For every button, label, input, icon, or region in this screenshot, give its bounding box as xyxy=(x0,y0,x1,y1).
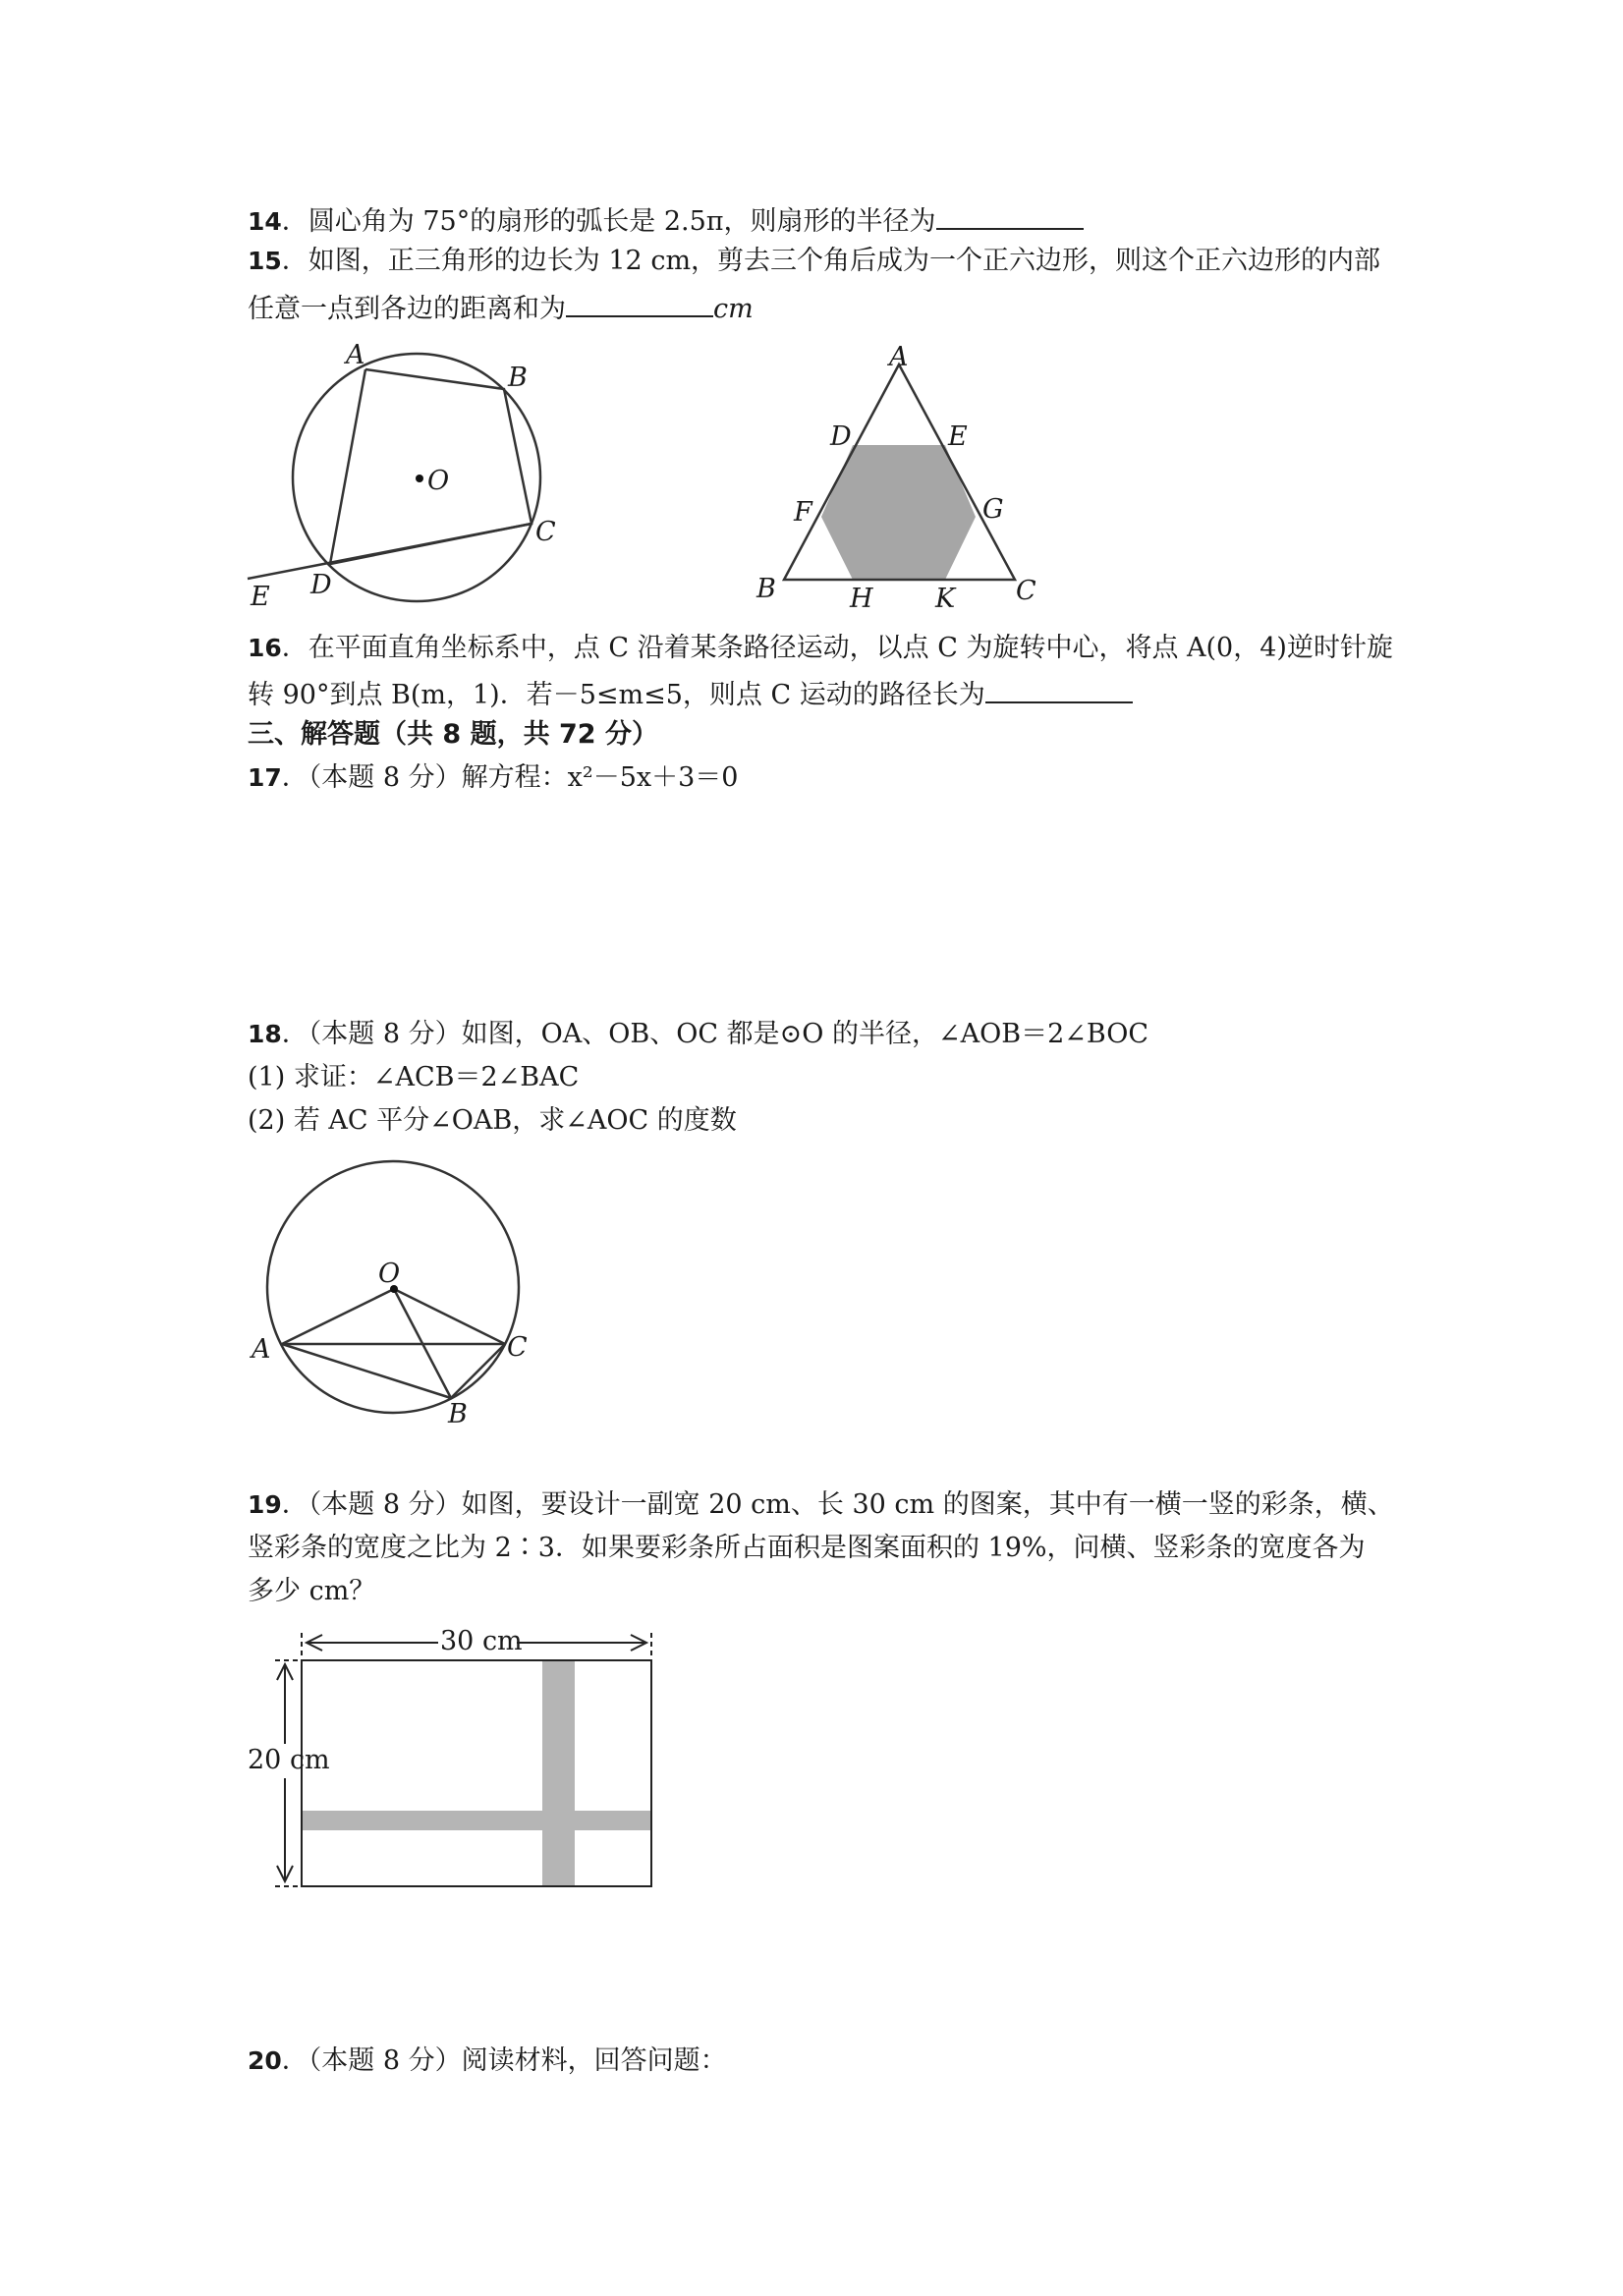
question-text: ．如图，正三角形的边长为 12 cm，剪去三个角后成为一个正六边形，则这个正六边形的内部 xyxy=(281,246,1381,276)
question-number: 15 xyxy=(248,247,282,275)
answer-blank[interactable] xyxy=(566,290,713,317)
center-point xyxy=(416,475,423,482)
width-label: 30 cm xyxy=(440,1626,523,1656)
question-16 xyxy=(248,633,1393,664)
question-text: ．（本题 8 分）解方程：x²－5x＋3＝0 xyxy=(281,762,739,793)
answer-blank[interactable] xyxy=(936,202,1084,230)
label-b: B xyxy=(448,1399,468,1429)
question-19-line2: 竖彩条的宽度之比为 2∶3．如果要彩条所占面积是图案面积的 19%，问横、竖彩条的宽度各为 xyxy=(248,1533,1366,1563)
question-text: ．圆心角为 75°的扇形的弧长是 2.5π，则扇形的半径为 xyxy=(281,206,936,237)
question-text: ．在平面直角坐标系中，点 C 沿着某条路径运动，以点 C 为旋转中心，将点 A(0，4)逆时针旋 xyxy=(281,633,1393,663)
question-15 xyxy=(248,246,1380,277)
vertical-stripe xyxy=(542,1660,575,1886)
label-c: C xyxy=(535,517,556,547)
question-number: 16 xyxy=(248,634,282,662)
label-g: G xyxy=(982,494,1004,525)
question-number: 18 xyxy=(248,1020,282,1048)
question-19 xyxy=(248,1489,1394,1521)
question-number: 17 xyxy=(248,763,282,792)
question-17 xyxy=(248,762,738,794)
label-b: B xyxy=(756,574,776,604)
question-text: ．（本题 8 分）如图，要设计一副宽 20 cm、长 30 cm 的图案，其中有一横一竖的彩条，横、 xyxy=(281,1489,1394,1520)
rectangle-stripes-figure xyxy=(236,1621,668,1906)
question-text: 任意一点到各边的距离和为 xyxy=(248,294,566,324)
label-h: H xyxy=(850,584,873,614)
section-heading: 三、解答题（共 8 题，共 72 分） xyxy=(248,719,658,750)
question-18-part2: (2) 若 AC 平分∠OAB，求∠AOC 的度数 xyxy=(248,1105,737,1136)
question-number: 14 xyxy=(248,207,282,236)
question-text: 转 90°到点 B(m，1)．若－5≤m≤5，则点 C 运动的路径长为 xyxy=(248,680,985,710)
label-d: D xyxy=(310,570,332,600)
question-14 xyxy=(248,202,1084,238)
question-18 xyxy=(248,1019,1148,1050)
segment-oa xyxy=(282,1289,394,1344)
answer-blank[interactable] xyxy=(985,676,1133,703)
question-18-part1: (1) 求证：∠ACB＝2∠BAC xyxy=(248,1062,580,1092)
question-19-line3: 多少 cm？ xyxy=(248,1576,376,1606)
circle-quadrilateral-figure xyxy=(241,334,594,619)
label-o: O xyxy=(427,466,450,496)
segment-oc xyxy=(394,1289,505,1344)
question-15-line2 xyxy=(248,290,754,325)
height-label: 20 cm xyxy=(248,1745,330,1775)
label-k: K xyxy=(935,584,956,614)
label-f: F xyxy=(794,497,812,528)
question-20 xyxy=(248,2045,727,2077)
label-c: C xyxy=(1016,576,1036,606)
line-ce xyxy=(248,524,532,579)
horizontal-stripe xyxy=(302,1811,651,1830)
circle-oabc-figure xyxy=(246,1159,540,1429)
unit-label: cm xyxy=(713,294,754,324)
label-e: E xyxy=(948,421,968,452)
segment-bc xyxy=(451,1344,505,1398)
triangle-hexagon-figure xyxy=(747,339,1051,614)
label-a: A xyxy=(346,340,365,370)
label-b: B xyxy=(508,363,528,393)
question-text: ．（本题 8 分）阅读材料，回答问题： xyxy=(281,2045,727,2076)
label-a: A xyxy=(889,342,909,372)
question-text: ．（本题 8 分）如图，OA、OB、OC 都是⊙O 的半径，∠AOB＝2∠BOC xyxy=(281,1019,1149,1049)
question-number: 20 xyxy=(248,2046,282,2075)
question-16-line2 xyxy=(248,676,1133,711)
label-a: A xyxy=(252,1334,271,1365)
pattern-rectangle xyxy=(302,1660,651,1886)
question-number: 19 xyxy=(248,1490,282,1519)
label-e: E xyxy=(251,582,270,612)
label-c: C xyxy=(507,1332,528,1363)
label-o: O xyxy=(378,1259,401,1289)
label-d: D xyxy=(830,421,852,452)
